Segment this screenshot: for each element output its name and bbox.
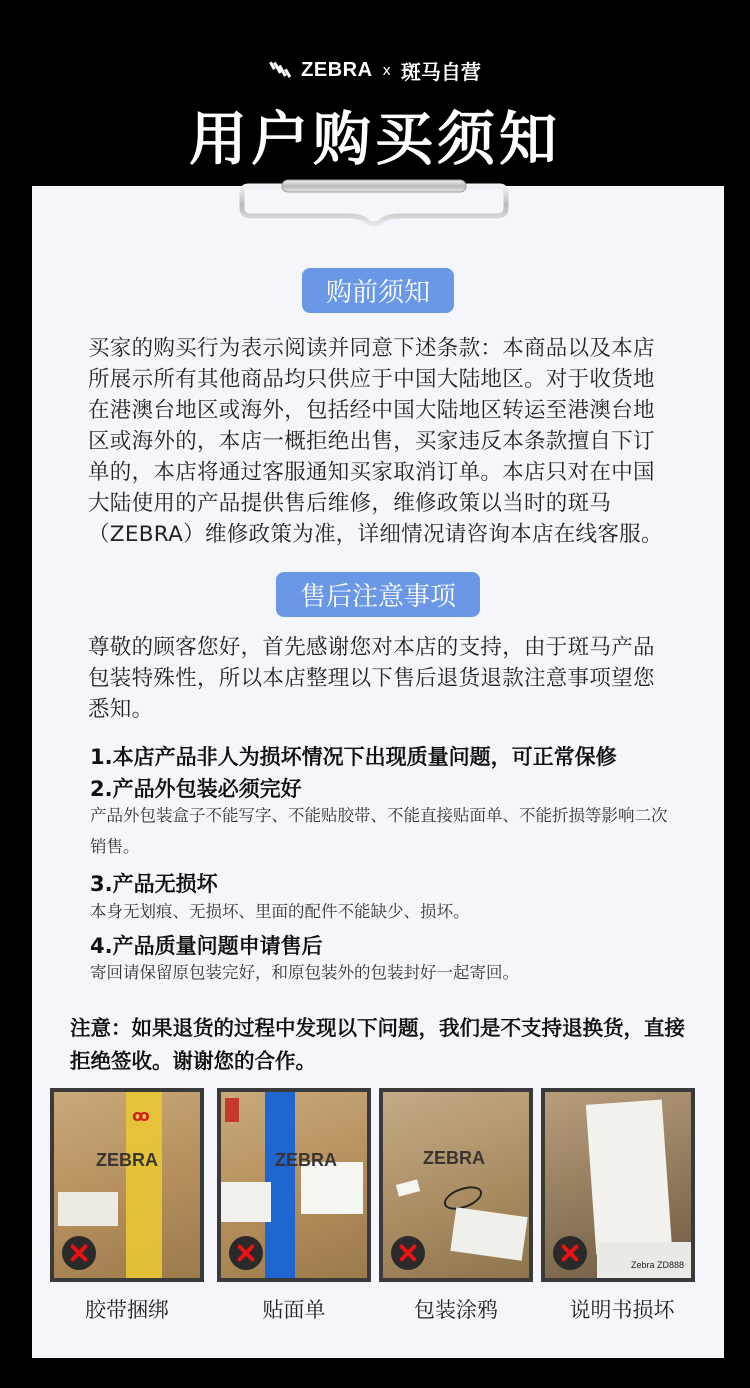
- page-title: 用户购买须知: [188, 105, 561, 173]
- return-notice: 注意：如果退货的过程中发现以下问题，我们是不支持退换货，直接拒绝签收。谢谢您的合作。: [70, 1016, 685, 1073]
- box-label: ZEBRA: [275, 1150, 337, 1170]
- reject-icon: [229, 1236, 263, 1270]
- reject-icon: [62, 1236, 96, 1270]
- box-label: Zebra ZD888: [631, 1260, 685, 1270]
- after-sales-intro: 尊敬的顾客您好，首先感谢您对本店的支持，由于斑马产品包装特殊性，所以本店整理以下售后退货退款注意事项望您悉知。: [88, 635, 655, 722]
- rule-4-heading: 4.产品质量问题申请售后: [90, 934, 323, 958]
- brand-line: [0, 56, 750, 85]
- rule-3-detail: 本身无划痕、无损坏、里面的配件不能缺少、损坏。: [90, 902, 470, 921]
- example-photo-label: [217, 1088, 371, 1282]
- clipboard-clip-icon: [238, 178, 510, 228]
- rule-4-detail: 寄回请保留原包装完好，和原包装外的包装封好一起寄回。: [90, 963, 519, 982]
- brand-name: ZEBRA: [301, 59, 373, 81]
- pre-purchase-text: 买家的购买行为表示阅读并同意下述条款：本商品以及本店所展示所有其他商品均只供应于中国大陆地区。对于收货地在港澳台地区或海外，包括经中国大陆地区转运至港澳台地区或海外的，本店一概拒绝出售，买家违反本条款擅自下订单的，本店将通过客服通知买家取消订单。本店只对在中国大陆使用的产品提供售后维修，维修政策以当时的斑马（ZEBRA）维修政策为准，详细情况请咨询本店在线客服。: [88, 336, 663, 547]
- page-header: [0, 0, 750, 190]
- example-photo-graffiti: [379, 1088, 533, 1282]
- reject-icon: [553, 1236, 587, 1270]
- rule-1-heading: 1.本店产品非人为损坏情况下出现质量问题，可正常保修: [90, 745, 617, 769]
- rule-2-detail: 产品外包装盒子不能写字、不能贴胶带、不能直接贴面单、不能折损等影响二次销售。: [90, 806, 668, 856]
- reject-icon: [391, 1236, 425, 1270]
- example-caption-graffiti: 包装涂鸦: [414, 1298, 498, 1322]
- brand-separator: x: [382, 62, 391, 79]
- pre-purchase-title: 购前须知: [302, 268, 454, 313]
- notice-card: [32, 186, 724, 1358]
- box-label: ZEBRA: [96, 1150, 158, 1170]
- zebra-logo-icon: [269, 59, 293, 83]
- store-name: 斑马自营: [400, 60, 481, 84]
- after-sales-title: 售后注意事项: [276, 572, 480, 617]
- example-photo-tape: ꝏ ZEBRA: [50, 1088, 204, 1282]
- rule-3-heading: 3.产品无损坏: [90, 872, 218, 896]
- example-photo-manual: [541, 1088, 695, 1282]
- example-caption-tape: 胶带捆绑: [85, 1298, 169, 1322]
- example-caption-manual: 说明书损坏: [569, 1298, 675, 1322]
- example-caption-label: 贴面单: [262, 1298, 326, 1322]
- box-label: ZEBRA: [423, 1148, 485, 1168]
- rule-2-heading: 2.产品外包装必须完好: [90, 777, 302, 801]
